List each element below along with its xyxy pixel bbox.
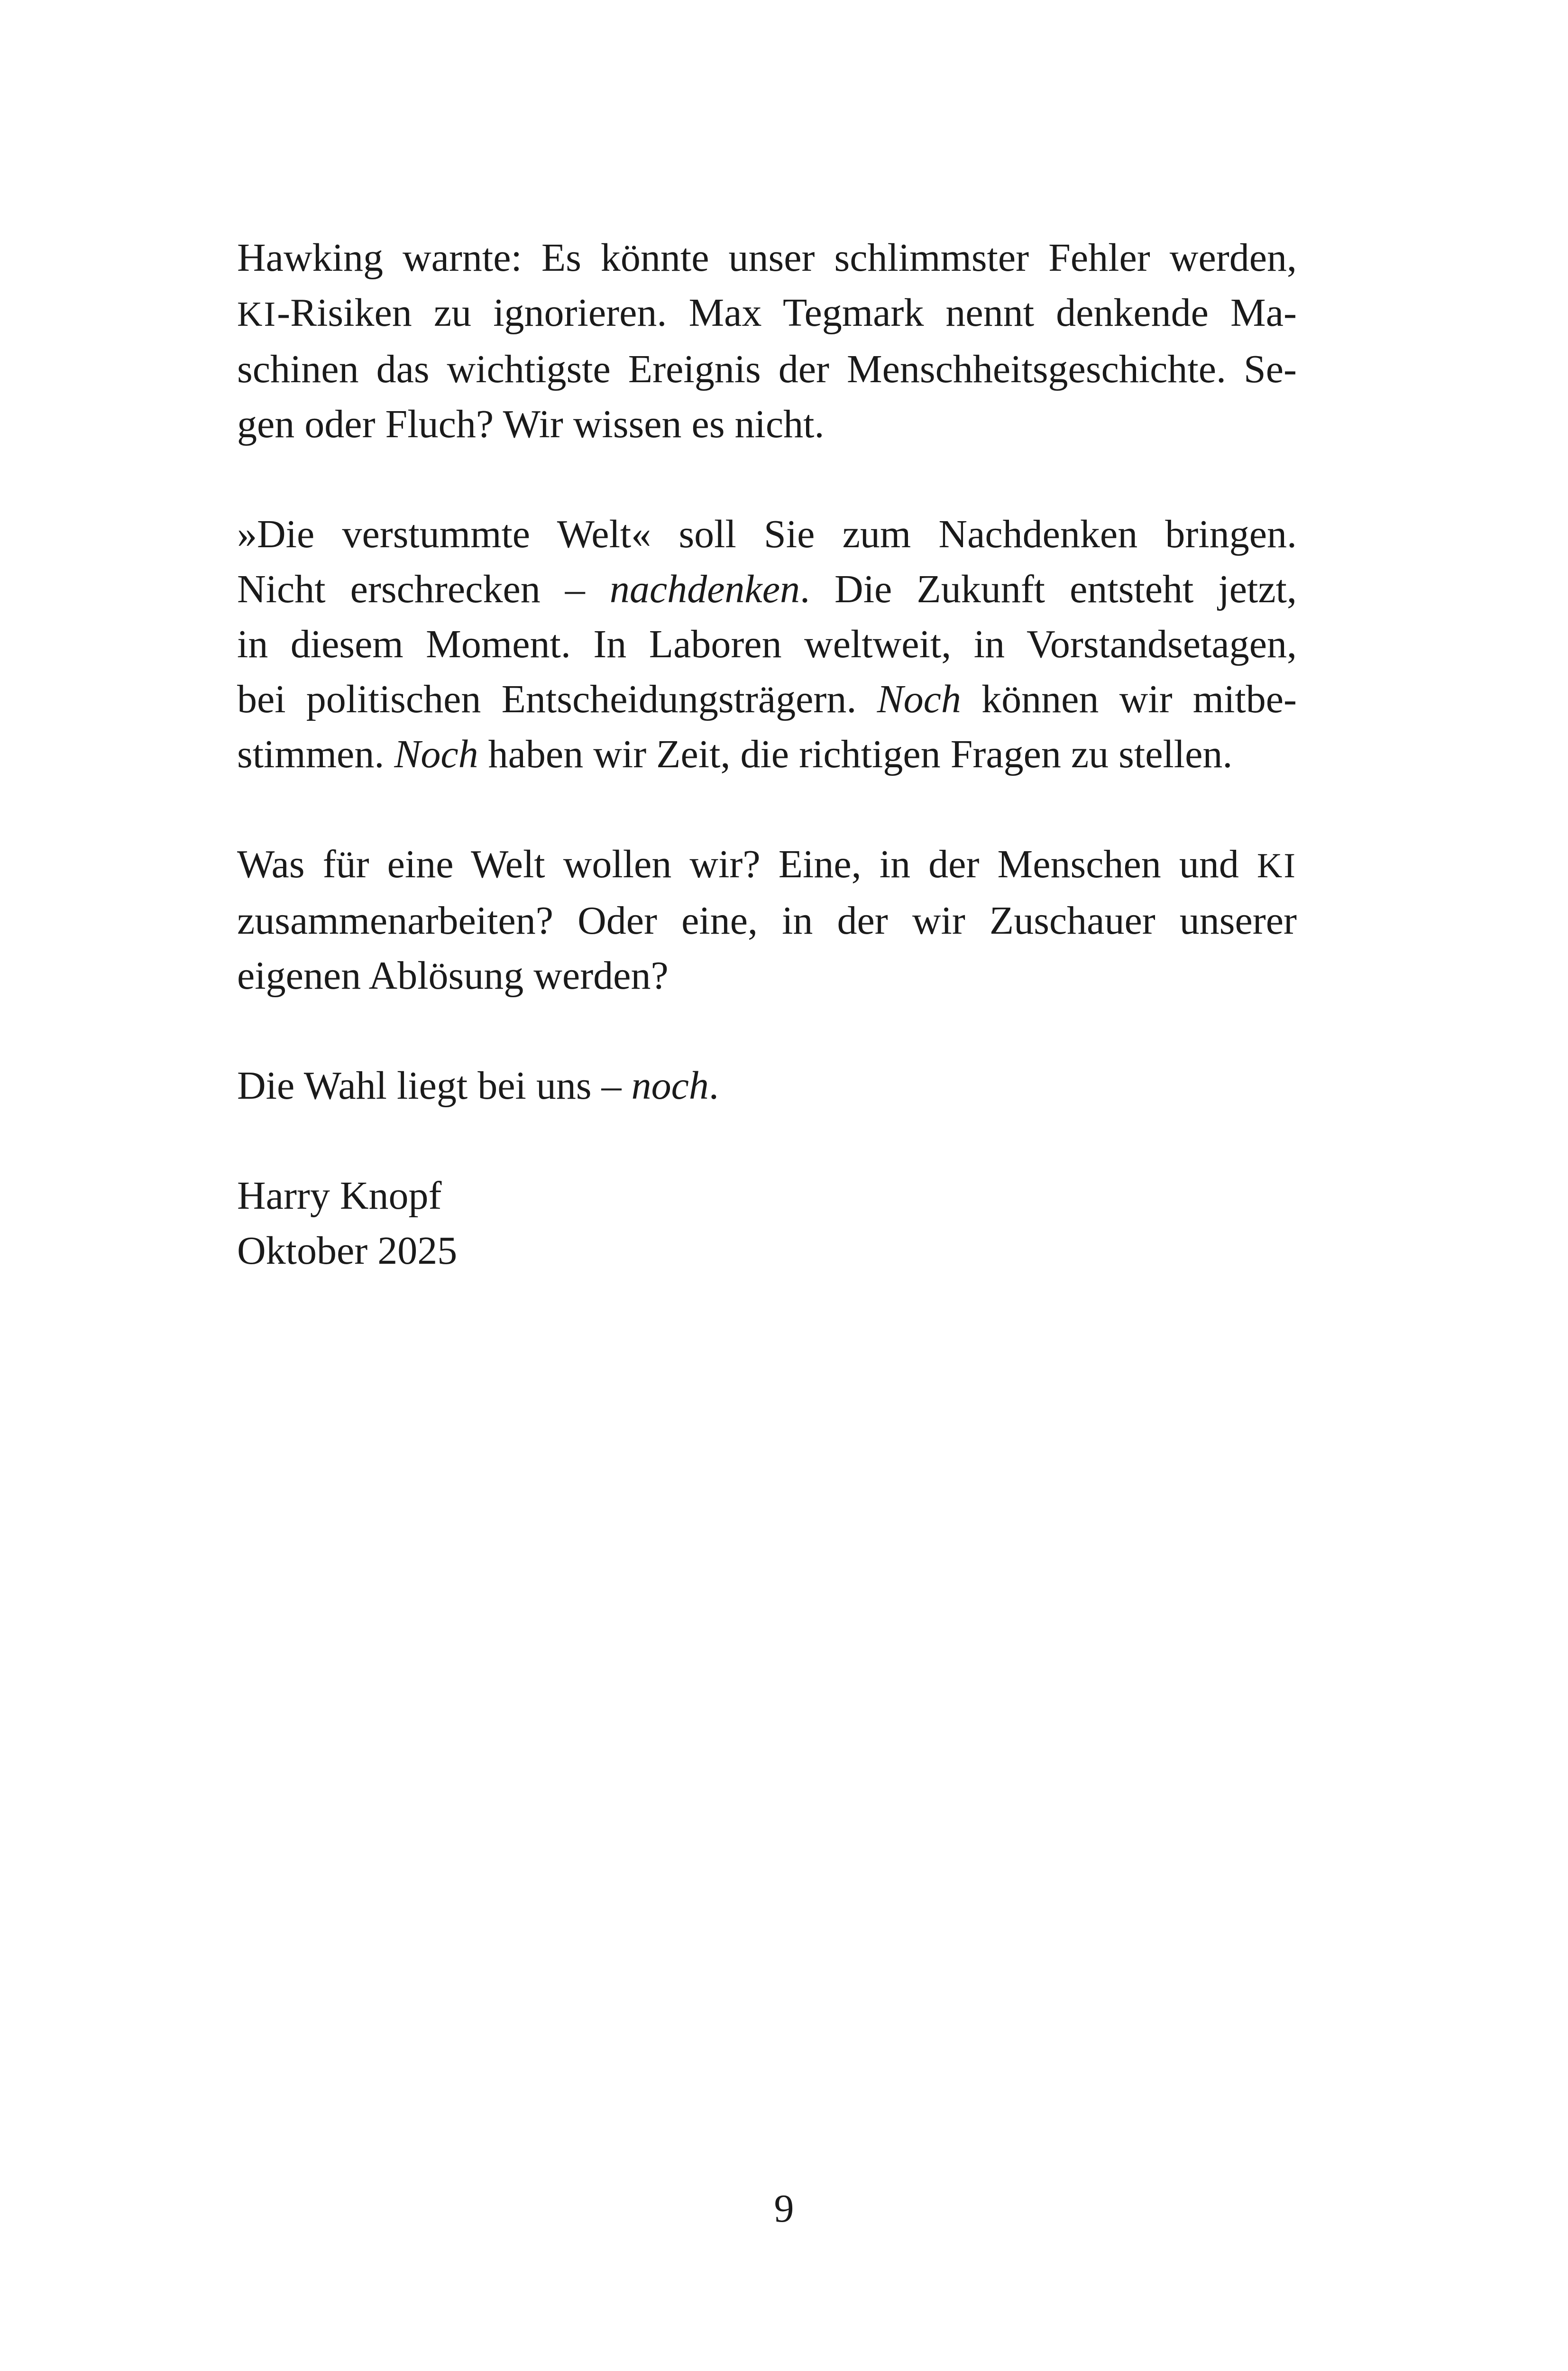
text-line: schinen das wichtigste Ereignis der Menschheitsgeschichte. Se- [237, 347, 1297, 391]
text-line [237, 562, 1297, 617]
paragraph-hawking [237, 230, 1297, 452]
text-run: Nicht erschrecken – [237, 567, 610, 611]
text-line [237, 672, 1297, 727]
text-run: -Risiken zu ignorieren. Max Tegmark nennt denkende Ma- [277, 291, 1297, 335]
text-line: gen oder Fluch? Wir wissen es nicht. [237, 402, 825, 446]
text-line [237, 727, 1297, 782]
signature-block [237, 1168, 1297, 1278]
page-body-text [237, 230, 1297, 1278]
text-line: zusammenarbeiten? Oder eine, in der wir Zuschauer unserer [237, 899, 1297, 943]
text-line [237, 837, 1297, 893]
text-run: . [708, 1064, 719, 1108]
emphasis-text: Noch [394, 732, 478, 776]
text-run: haben wir Zeit, die richtigen Fragen zu stellen. [478, 732, 1233, 776]
text-run: bei politischen Entscheidungsträgern. [237, 677, 877, 721]
text-line: »Die verstummte Welt« soll Sie zum Nachdenken bringen. [237, 512, 1297, 556]
emphasis-text: nachdenken [609, 567, 800, 611]
emphasis-text: Noch [877, 677, 961, 721]
text-line: Hawking warnte: Es könnte unser schlimmster Fehler werden, [237, 236, 1297, 280]
text-run: stimmen. [237, 732, 394, 776]
abbreviation-ki: KI [237, 295, 277, 334]
page-number: 9 [774, 2187, 794, 2231]
paragraph-wahl [237, 1058, 1297, 1113]
emphasis-text: noch [631, 1064, 709, 1108]
text-line: in diesem Moment. In Laboren weltweit, in Vorstandsetagen, [237, 622, 1297, 666]
signature-date: Oktober 2025 [237, 1229, 458, 1273]
text-line: eigenen Ablösung werden? [237, 954, 669, 998]
text-run: . Die Zukunft entsteht jetzt, [800, 567, 1297, 611]
paragraph-welt-frage [237, 837, 1297, 1003]
abbreviation-ki: KI [1256, 846, 1297, 885]
text-run: Die Wahl liegt bei uns – [237, 1064, 632, 1108]
text-run: können wir mitbe- [961, 677, 1297, 721]
text-line [237, 285, 1297, 342]
text-run: Was für eine Welt wollen wir? Eine, in der Menschen und [237, 842, 1257, 886]
text-line [237, 1058, 1297, 1113]
author-name: Harry Knopf [237, 1174, 442, 1218]
paragraph-nachdenken [237, 507, 1297, 782]
